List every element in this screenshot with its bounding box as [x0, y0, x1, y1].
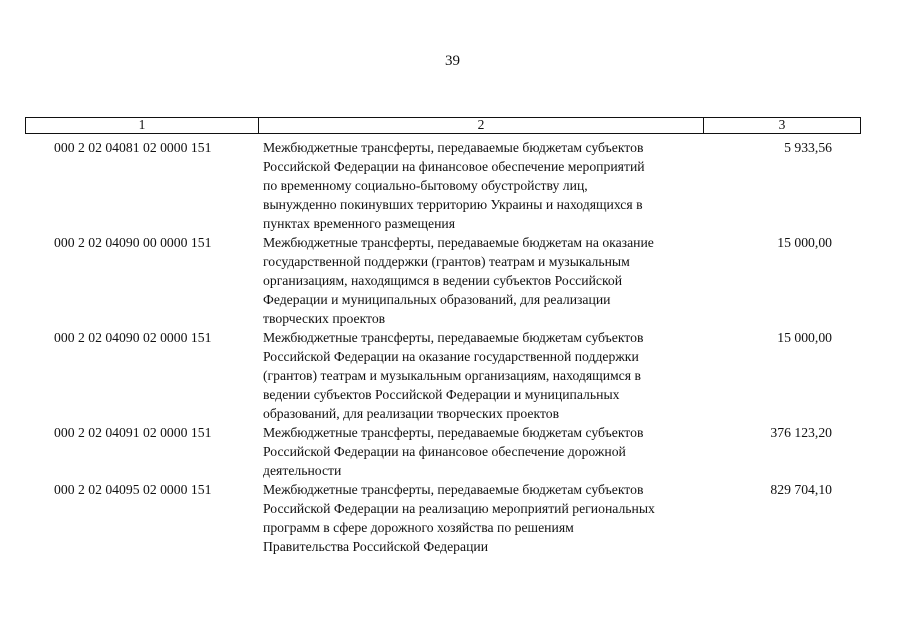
row-amount: 829 704,10: [770, 482, 832, 497]
budget-code: 000 2 02 04081 02 0000 151: [54, 140, 212, 155]
row-amount: 15 000,00: [777, 330, 832, 345]
row-amount: 15 000,00: [777, 235, 832, 250]
row-amount: 5 933,56: [784, 140, 832, 155]
row-description: Межбюджетные трансферты, передаваемые бюджетам на оказание государственной поддержки (грантов) театрам и музыкальным организациям, находящимся в ведении субъектов Российской Федерации и муниципальных образований, для реализации творческих проектов: [263, 235, 654, 326]
budget-code: 000 2 02 04090 00 0000 151: [54, 235, 212, 250]
table-row: [0, 233, 905, 328]
budget-code: 000 2 02 04091 02 0000 151: [54, 425, 212, 440]
table-row: [0, 423, 905, 480]
table-row: [0, 328, 905, 423]
budget-code: 000 2 02 04090 02 0000 151: [54, 330, 212, 345]
column-header-amount: 3: [778, 117, 786, 132]
table-row: [0, 480, 905, 556]
row-description: Межбюджетные трансферты, передаваемые бюджетам субъектов Российской Федерации на финансовое обеспечение мероприятий по временному социально-бытовому обустройству лиц, вынужденно покинувших территорию Украины и находящихся в пунктах временного размещения: [263, 140, 645, 231]
table-header: [25, 117, 861, 134]
column-header-code: 1: [26, 118, 259, 133]
page-number: 39: [445, 53, 460, 69]
row-description: Межбюджетные трансферты, передаваемые бюджетам субъектов Российской Федерации на финансовое обеспечение дорожной деятельности: [263, 425, 644, 478]
table-row: [0, 138, 905, 233]
column-header-description: 2: [259, 118, 704, 133]
table-body: [0, 138, 905, 556]
row-amount: 376 123,20: [770, 425, 832, 440]
budget-code: 000 2 02 04095 02 0000 151: [54, 482, 212, 497]
row-description: Межбюджетные трансферты, передаваемые бюджетам субъектов Российской Федерации на оказание государственной поддержки (грантов) театрам и музыкальным организациям, находящимся в ведении субъектов Российской Федерации и муниципальных образований, для реализации творческих проектов: [263, 330, 644, 421]
row-description: Межбюджетные трансферты, передаваемые бюджетам субъектов Российской Федерации на реализацию мероприятий региональных программ в сфере дорожного хозяйства по решениям Правительства Российской Федерации: [263, 482, 655, 554]
